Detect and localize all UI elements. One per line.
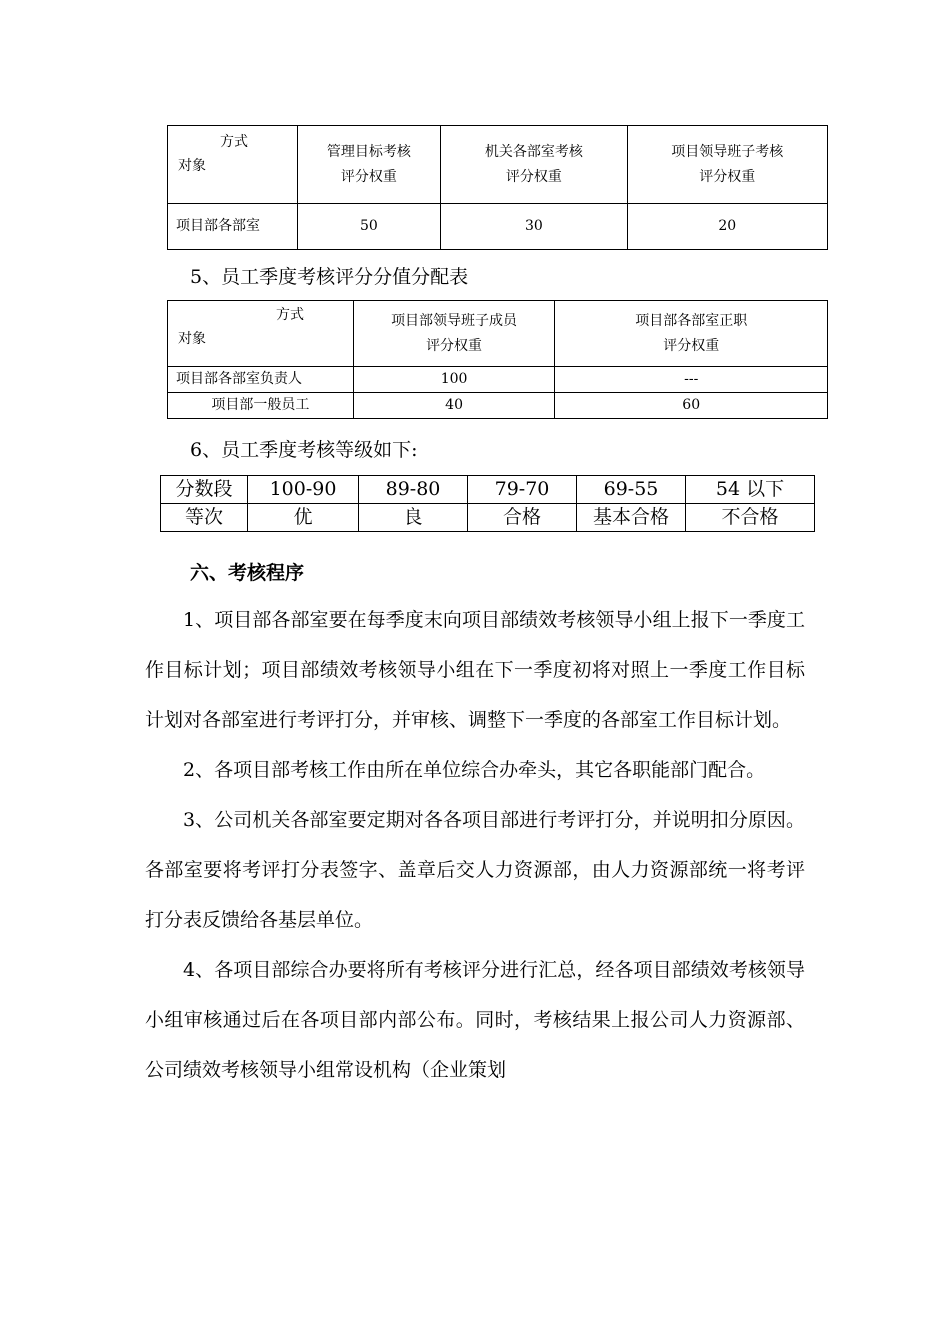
header-line: 评分权重 [340,168,397,185]
table-cell: 54 以下 [686,476,815,504]
header-line: 项目领导班子考核 [671,143,784,160]
row-label: 项目部各部室 [168,204,298,250]
table-cell: 良 [359,504,468,532]
header-line: 评分权重 [663,337,720,354]
table-cell: 优 [248,504,359,532]
paragraph-1: 1、项目部各部室要在每季度末向项目部绩效考核领导小组上报下一季度工作目标计划；项目部绩效考核领导小组在下一季度初将对照上一季度工作目标计划对各部室进行考评打分，并审核、调整下一季度的各部室工作目标计划。 [145,609,805,731]
paragraph-4: 4、各项目部综合办要将所有考核评分进行汇总，经各项目部绩效考核领导小组审核通过后在各项目部内部公布。同时，考核结果上报公司人力资源部、公司绩效考核领导小组常设机构（企业策划 [145,959,805,1081]
weight-table-department [167,125,828,250]
column-header [441,126,627,204]
paragraph-3: 3、公司机关各部室要定期对各各项目部进行考评打分，并说明扣分原因。各部室要将考评打分表签字、盖章后交人力资源部，由人力资源部统一将考评打分表反馈给各基层单位。 [145,809,805,931]
table-cell: --- [555,367,828,393]
corner-bottom-label: 对象 [178,158,206,174]
table-cell: 20 [627,204,827,250]
table-cell: 40 [353,393,555,419]
paragraph-2: 2、各项目部考核工作由所在单位综合办牵头，其它各职能部门配合。 [183,759,766,781]
weight-table-staff [167,300,828,419]
corner-top-label: 方式 [220,134,248,150]
table-cell: 30 [441,204,627,250]
header-line: 评分权重 [699,168,756,185]
table-cell: 89-80 [359,476,468,504]
table-row [161,476,815,504]
row-label: 项目部各部室负责人 [168,367,354,393]
table-row [168,367,828,393]
header-line: 评分权重 [426,337,483,354]
table-cell: 等次 [161,504,248,532]
column-header [555,301,828,367]
section-6-title: 6、员工季度考核等级如下: [190,439,418,461]
column-header [297,126,441,204]
table-cell: 100-90 [248,476,359,504]
table-cell: 分数段 [161,476,248,504]
table-cell: 100 [353,367,555,393]
corner-bottom-label: 对象 [178,331,206,347]
table-corner-cell [168,301,354,367]
grade-table [160,475,815,532]
table-cell: 合格 [468,504,577,532]
header-line: 项目部领导班子成员 [391,312,518,329]
chapter-title: 六、考核程序 [190,562,305,584]
header-line: 管理目标考核 [326,143,411,160]
table-cell: 50 [297,204,441,250]
section-5-title: 5、员工季度考核评分分值分配表 [190,266,469,288]
header-line: 项目部各部室正职 [635,312,748,329]
column-header [627,126,827,204]
corner-top-label: 方式 [276,307,304,323]
table-row [168,393,828,419]
header-line: 机关各部室考核 [484,143,583,160]
table-cell: 69-55 [577,476,686,504]
table-row [168,204,828,250]
table-corner-cell [168,126,298,204]
column-header [353,301,555,367]
table-row [161,504,815,532]
table-cell: 79-70 [468,476,577,504]
table-cell: 60 [555,393,828,419]
header-line: 评分权重 [505,168,562,185]
body-text [145,595,805,1095]
table-cell: 基本合格 [577,504,686,532]
row-label: 项目部一般员工 [168,393,354,419]
table-cell: 不合格 [686,504,815,532]
